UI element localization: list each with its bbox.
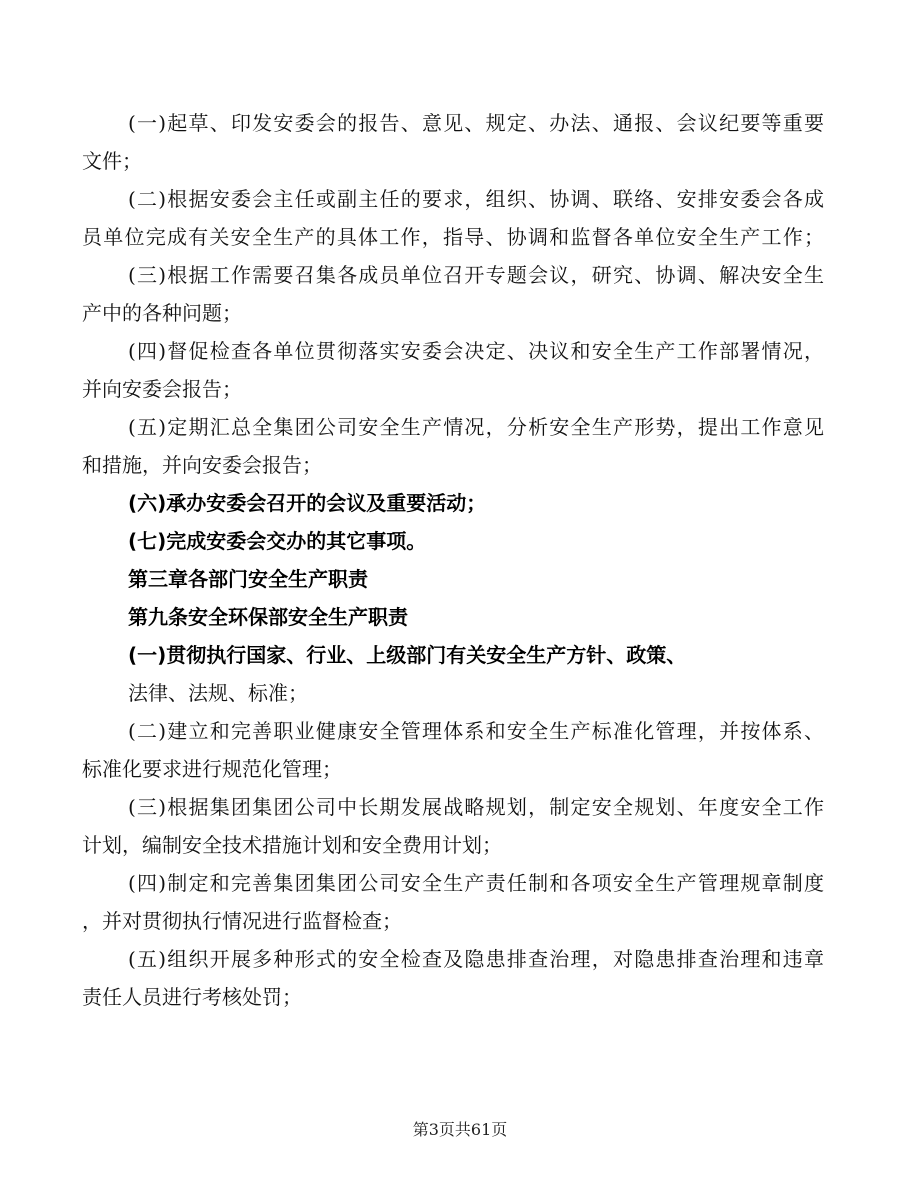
text-line: (四)制定和完善集团集团公司安全生产责任制和各项安全生产管理规章制度 (128, 871, 824, 895)
text-line: (三)根据集团集团公司中长期发展战略规划，制定安全规划、年度安全工作 (128, 795, 824, 819)
text-line: (二)根据安委会主任或副主任的要求，组织、协调、联络、安排安委会各成 (128, 187, 824, 211)
text-line: (一)贯彻执行国家、行业、上级部门有关安全生产方针、政策、 (128, 643, 687, 667)
text-line: 产中的各种问题； (82, 301, 242, 325)
document-body (82, 104, 824, 1016)
page-footer: 第3页共61页 (412, 1120, 508, 1139)
text-line: 和措施，并向安委会报告； (82, 453, 322, 477)
text-line: 第九条安全环保部安全生产职责 (128, 605, 408, 629)
text-line: (一)起草、印发安委会的报告、意见、规定、办法、通报、会议纪要等重要 (128, 111, 824, 135)
text-line: (三)根据工作需要召集各成员单位召开专题会议，研究、协调、解决安全生 (128, 263, 824, 287)
text-line: 文件； (82, 149, 142, 173)
text-line: 计划，编制安全技术措施计划和安全费用计划； (82, 833, 502, 857)
text-line: 责任人员进行考核处罚； (82, 985, 302, 1009)
text-line: (五)定期汇总全集团公司安全生产情况，分析安全生产形势，提出工作意见 (128, 415, 824, 439)
text-line: 并向安委会报告； (82, 377, 242, 401)
text-line: 标准化要求进行规范化管理； (82, 757, 342, 781)
text-line: (五)组织开展多种形式的安全检查及隐患排查治理，对隐患排查治理和违章 (128, 947, 824, 971)
text-line: (七)完成安委会交办的其它事项。 (128, 529, 427, 553)
text-line: (六)承办安委会召开的会议及重要活动； (128, 491, 487, 515)
text-line: 法律、法规、标准； (128, 681, 308, 705)
text-line: (四)督促检查各单位贯彻落实安委会决定、决议和安全生产工作部署情况， (128, 339, 824, 363)
text-line: (二)建立和完善职业健康安全管理体系和安全生产标准化管理，并按体系、 (128, 719, 824, 743)
text-line: 第三章各部门安全生产职责 (128, 567, 368, 591)
text-line: 员单位完成有关安全生产的具体工作，指导、协调和监督各单位安全生产工作； (82, 225, 824, 249)
text-line: ，并对贯彻执行情况进行监督检查； (82, 909, 402, 933)
